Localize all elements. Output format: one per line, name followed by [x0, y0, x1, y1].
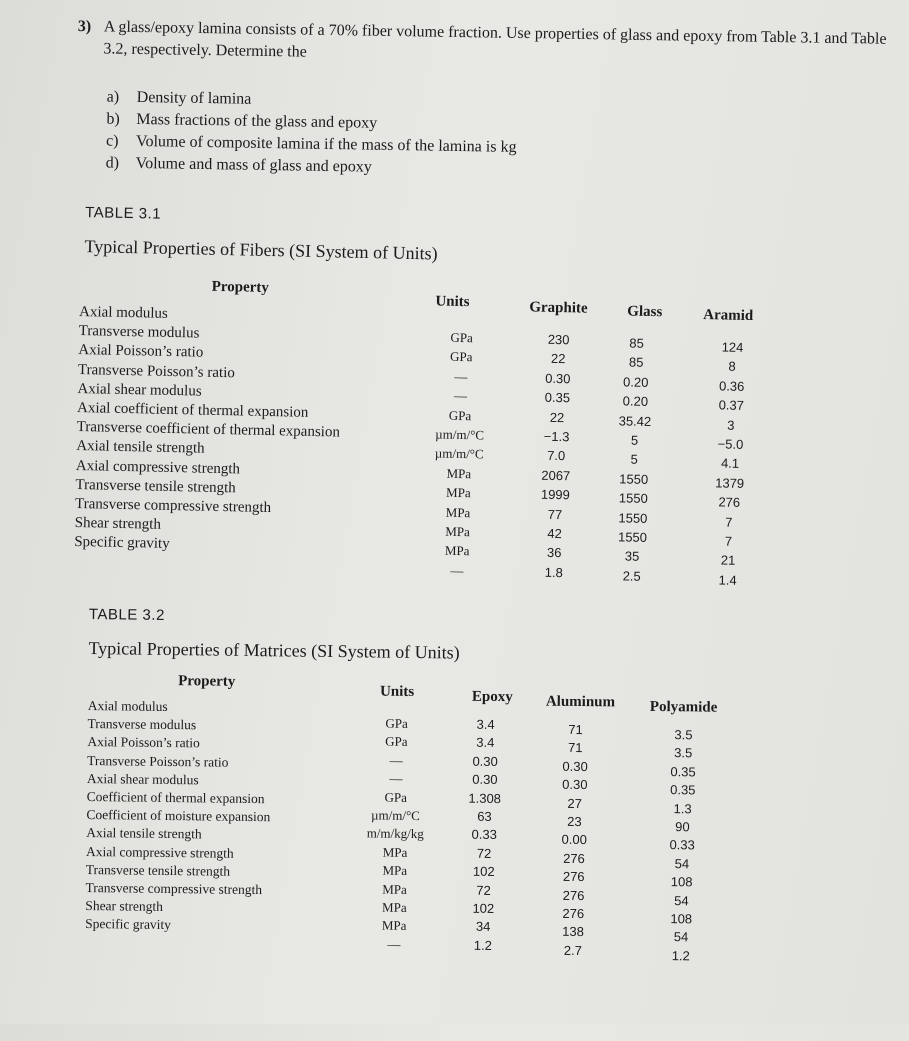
polyamide-value: 1.2 [671, 947, 690, 964]
epoxy-value: 0.33 [471, 827, 498, 843]
glass-value: 0.20 [622, 393, 649, 410]
graphite-value: 36 [546, 545, 562, 561]
aramid-value: 7 [725, 514, 733, 530]
epoxy-value: 1.2 [473, 937, 493, 953]
table-label: TABLE 3.2 [88, 606, 165, 624]
property-name: Transverse compressive strength [74, 495, 272, 517]
unit-cell: — [450, 562, 464, 578]
unit-cell: GPa [385, 734, 408, 750]
epoxy-value: 72 [476, 845, 492, 861]
property-name: Axial modulus [78, 303, 169, 322]
aluminum-value: 71 [568, 740, 583, 756]
graphite-value: 22 [550, 351, 566, 367]
header-epoxy: Epoxy [471, 688, 513, 706]
aluminum-value: 276 [563, 850, 585, 866]
part-label: b) [106, 110, 120, 128]
aluminum-value: 27 [567, 795, 582, 811]
header-units: Units [435, 293, 470, 311]
glass-value: 85 [628, 354, 644, 371]
unit-cell: GPa [384, 789, 407, 805]
unit-cell: GPa [385, 715, 408, 731]
epoxy-value: 1.308 [468, 790, 502, 806]
epoxy-value: 102 [472, 900, 495, 916]
property-name: Axial compressive strength [75, 457, 241, 477]
graphite-value: 77 [547, 506, 563, 522]
unit-cell: µm/m/°C [370, 807, 420, 824]
glass-value: 1550 [619, 471, 649, 487]
polyamide-value: 108 [670, 911, 693, 927]
header-aluminum: Aluminum [545, 693, 616, 711]
aluminum-value: 276 [562, 887, 585, 903]
unit-cell: MPa [382, 844, 408, 860]
part-text: Volume and mass of glass and epoxy [135, 154, 372, 176]
aramid-value: 3 [727, 417, 735, 433]
unit-cell: MPa [445, 523, 471, 540]
aramid-value: 276 [718, 494, 741, 511]
aluminum-value: 2.7 [563, 942, 582, 958]
part-text: Density of lamina [136, 88, 252, 108]
aramid-value: 7 [724, 533, 733, 549]
graphite-value: 230 [547, 331, 570, 348]
table-caption: Typical Properties of Fibers (SI System of Units) [84, 236, 438, 264]
property-name: Transverse modulus [87, 716, 197, 733]
graphite-value: 1999 [540, 486, 571, 503]
unit-cell: MPa [445, 484, 471, 501]
unit-cell: MPa [382, 862, 408, 879]
polyamide-value: 108 [670, 874, 693, 890]
property-name: Transverse tensile strength [85, 861, 231, 879]
part-text: Mass fractions of the glass and epoxy [136, 110, 378, 132]
aluminum-value: 0.00 [561, 832, 587, 848]
property-name: Axial modulus [87, 697, 168, 714]
table-caption: Typical Properties of Matrices (SI System of Units) [88, 638, 460, 663]
property-name: Transverse compressive strength [85, 879, 263, 898]
polyamide-value: 0.35 [670, 763, 696, 780]
unit-cell: MPa [381, 899, 407, 915]
aramid-value: 124 [721, 339, 744, 355]
aramid-value: 21 [720, 552, 736, 569]
property-name: Axial shear modulus [86, 770, 199, 788]
unit-cell: µm/m/°C [434, 445, 484, 462]
unit-cell: MPa [444, 543, 470, 559]
part-label: a) [106, 88, 120, 106]
unit-cell: GPa [449, 349, 473, 365]
polyamide-value: 54 [674, 855, 690, 872]
polyamide-value: 54 [674, 892, 689, 908]
aluminum-value: 23 [567, 813, 582, 830]
part-label: c) [105, 132, 119, 150]
property-name: Specific gravity [74, 534, 170, 553]
epoxy-value: 3.4 [476, 716, 495, 732]
property-name: Coefficient of moisture expansion [86, 807, 271, 825]
graphite-value: 2067 [541, 467, 571, 484]
question-number: 3) [77, 17, 92, 36]
aramid-value: 8 [728, 358, 736, 375]
aluminum-value: 276 [562, 869, 585, 885]
glass-value: 35.42 [618, 412, 652, 429]
property-name: Axial Poisson’s ratio [87, 734, 200, 751]
header-property: Property [211, 278, 270, 296]
graphite-value: 7.0 [547, 448, 566, 464]
aramid-value: 1379 [715, 475, 745, 491]
graphite-value: −1.3 [543, 428, 570, 445]
unit-cell: MPa [446, 465, 472, 482]
aluminum-value: 0.30 [562, 758, 588, 774]
header-glass: Glass [627, 303, 663, 321]
epoxy-value: 3.4 [476, 735, 495, 751]
header-property: Property [178, 673, 236, 690]
property-name: Axial compressive strength [85, 843, 234, 861]
epoxy-value: 63 [477, 808, 492, 824]
property-name: Transverse coefficient of thermal expansion [76, 419, 341, 441]
epoxy-value: 34 [475, 919, 491, 935]
aluminum-value: 0.30 [562, 776, 588, 793]
property-name: Axial coefficient of thermal expansion [76, 399, 309, 421]
unit-cell: — [389, 770, 403, 787]
property-name: Transverse tensile strength [75, 476, 236, 497]
aramid-value: 0.37 [718, 397, 745, 414]
glass-value: 35 [624, 548, 640, 565]
polyamide-value: 90 [675, 819, 690, 835]
property-name: Transverse Poisson’s ratio [87, 752, 229, 770]
glass-value: 1550 [618, 490, 648, 507]
graphite-value: 1.8 [544, 564, 563, 580]
aluminum-value: 276 [562, 905, 585, 922]
header-units: Units [379, 683, 415, 700]
glass-value: 1550 [617, 529, 648, 545]
polyamide-value: 1.3 [673, 800, 692, 816]
epoxy-value: 72 [476, 882, 491, 898]
aramid-value: 1.4 [718, 572, 737, 588]
unit-cell: — [453, 388, 468, 404]
polyamide-value: 3.5 [674, 727, 693, 743]
property-name: Coefficient of thermal expansion [86, 788, 265, 807]
graphite-value: 42 [547, 525, 562, 542]
epoxy-value: 0.30 [472, 771, 498, 788]
glass-value: 1550 [618, 509, 648, 526]
problem-stem: A glass/epoxy lamina consists of a 70% fiber volume fraction. Use properties of glass and epoxy from Table 3.1 and Table 3.2, respectively. Determine the [103, 18, 887, 61]
unit-cell: MPa [382, 881, 407, 897]
unit-cell: — [387, 936, 401, 952]
graphite-value: 0.35 [544, 389, 571, 406]
glass-value: 0.20 [622, 374, 649, 390]
aluminum-value: 71 [568, 721, 583, 738]
property-name: Transverse Poisson’s ratio [77, 361, 236, 381]
unit-cell: m/m/kg/kg [366, 825, 424, 842]
aramid-value: 0.36 [718, 378, 745, 394]
unit-cell: GPa [450, 329, 474, 346]
header-aramid: Aramid [703, 307, 754, 325]
header-polyamide: Polyamide [649, 698, 718, 716]
graphite-value: 0.30 [545, 370, 571, 387]
aluminum-value: 138 [562, 924, 585, 940]
part-label: d) [105, 154, 120, 172]
unit-cell: MPa [445, 504, 471, 520]
epoxy-value: 102 [472, 863, 495, 880]
part-text: Volume of composite lamina if the mass of the lamina is kg [135, 132, 517, 156]
unit-cell: µm/m/°C [435, 426, 485, 443]
glass-value: 2.5 [622, 568, 641, 584]
epoxy-value: 0.30 [472, 753, 498, 769]
property-name: Transverse modulus [78, 323, 200, 342]
aramid-value: 4.1 [720, 455, 740, 472]
property-name: Axial tensile strength [86, 825, 202, 842]
polyamide-value: 0.33 [669, 837, 695, 853]
table-label: TABLE 3.1 [85, 204, 162, 223]
property-name: Shear strength [85, 898, 164, 915]
polyamide-value: 3.5 [674, 745, 693, 761]
property-name: Specific gravity [85, 916, 172, 933]
header-graphite: Graphite [529, 299, 588, 317]
property-name: Axial tensile strength [76, 438, 205, 458]
property-name: Axial Poisson’s ratio [78, 342, 204, 361]
glass-value: 5 [630, 451, 638, 468]
unit-cell: GPa [448, 407, 472, 423]
polyamide-value: 54 [673, 929, 689, 945]
property-name: Shear strength [74, 515, 162, 533]
polyamide-value: 0.35 [670, 782, 696, 798]
aramid-value: −5.0 [717, 436, 744, 452]
unit-cell: — [454, 368, 468, 384]
glass-value: 5 [630, 432, 639, 448]
property-name: Axial shear modulus [77, 380, 202, 400]
unit-cell: — [389, 752, 403, 768]
graphite-value: 22 [549, 409, 565, 425]
glass-value: 85 [629, 335, 644, 351]
unit-cell: MPa [381, 917, 407, 934]
